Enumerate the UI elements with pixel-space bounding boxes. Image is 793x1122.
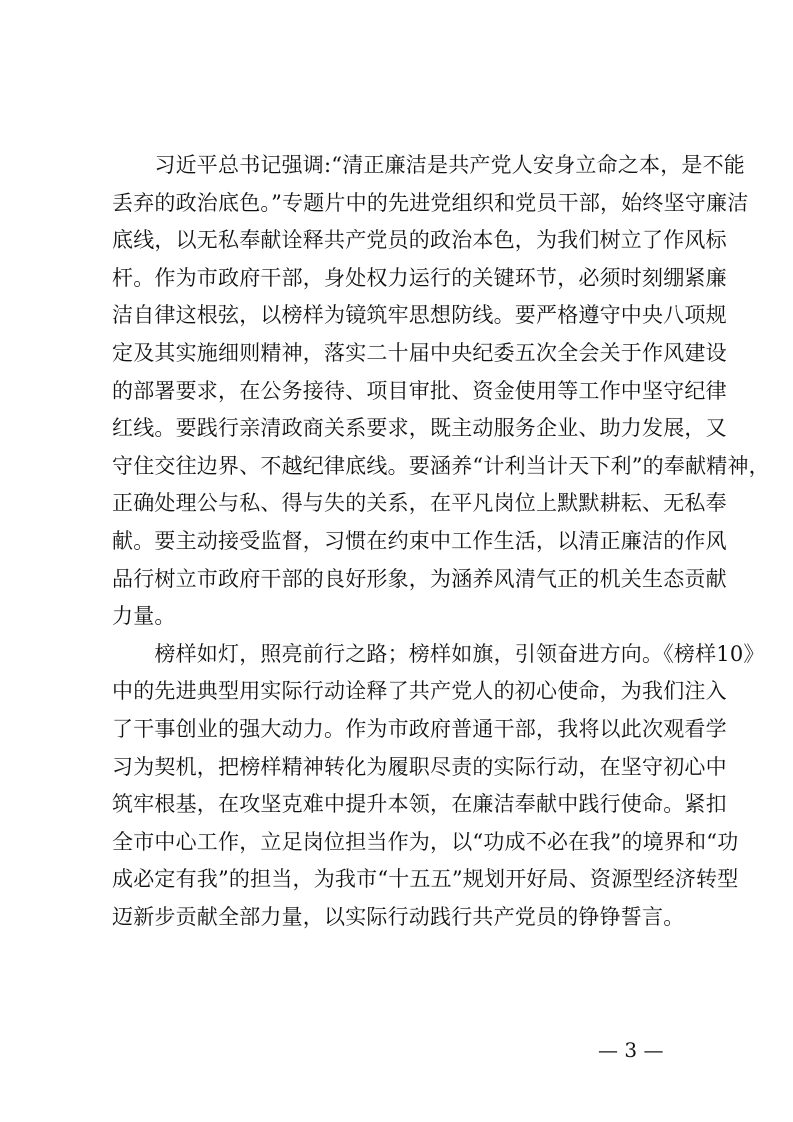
text-line: 全市中心工作，立足岗位担当作为，以“功成不必在我”的境界和“功 [112, 829, 739, 854]
text-line: 力量。 [112, 604, 176, 629]
text-line: 献。要主动接受监督，习惯在约束中工作生活，以清正廉洁的作风 [112, 528, 727, 553]
text-line: 红线。要践行亲清政商关系要求，既主动服务企业、助力发展，又 [112, 416, 727, 441]
body-text [112, 147, 770, 936]
paragraph-2 [112, 636, 765, 937]
text-line: 了干事创业的强大动力。作为市政府普通干部，我将以此次观看学 [112, 716, 727, 741]
text-line: 中的先进典型用实际行动诠释了共产党人的初心使命，为我们注入 [112, 679, 727, 704]
text-line: 定及其实施细则精神，落实二十届中央纪委五次全会关于作风建设 [112, 340, 727, 365]
text-line: 习近平总书记强调:“清正廉洁是共产党人安身立命之本，是不能 [112, 153, 746, 177]
text-line: 品行树立市政府干部的良好形象，为涵养风清气正的机关生态贡献 [112, 566, 727, 591]
text-line: 成必定有我”的担当，为我市“十五五”规划开好局、资源型经济转型 [112, 867, 739, 892]
text-line: 底线，以无私奉献诠释共产党员的政治本色，为我们树立了作风标 [112, 228, 727, 253]
text-line: 正确处理公与私、得与失的关系，在平凡岗位上默默耕耘、无私奉 [112, 491, 727, 516]
text-line: 丢弃的政治底色。”专题片中的先进党组织和党员干部，始终坚守廉洁 [112, 190, 749, 215]
text-line: 筑牢根基，在攻坚克难中提升本领，在廉洁奉献中践行使命。紧扣 [112, 792, 727, 817]
text-line: 榜样如灯，照亮前行之路；榜样如旗，引领奋进方向。《榜样10》 [112, 641, 765, 666]
page-number: — 3 — [598, 1038, 664, 1062]
text-line: 迈新步贡献全部力量，以实际行动践行共产党员的铮铮誓言。 [112, 904, 685, 929]
text-line: 杆。作为市政府干部，身处权力运行的关键环节，必须时刻绷紧廉 [112, 265, 727, 290]
paragraph-1 [112, 147, 770, 636]
text-line: 守住交往边界、不越纪律底线。要涵养“计利当计天下利”的奉献精神， [112, 453, 770, 478]
text-line: 习为契机，把榜样精神转化为履职尽责的实际行动，在坚守初心中 [112, 754, 727, 779]
text-line: 的部署要求，在公务接待、项目审批、资金使用等工作中坚守纪律 [112, 378, 727, 403]
text-line: 洁自律这根弦，以榜样为镜筑牢思想防线。要严格遵守中央八项规 [112, 303, 727, 328]
